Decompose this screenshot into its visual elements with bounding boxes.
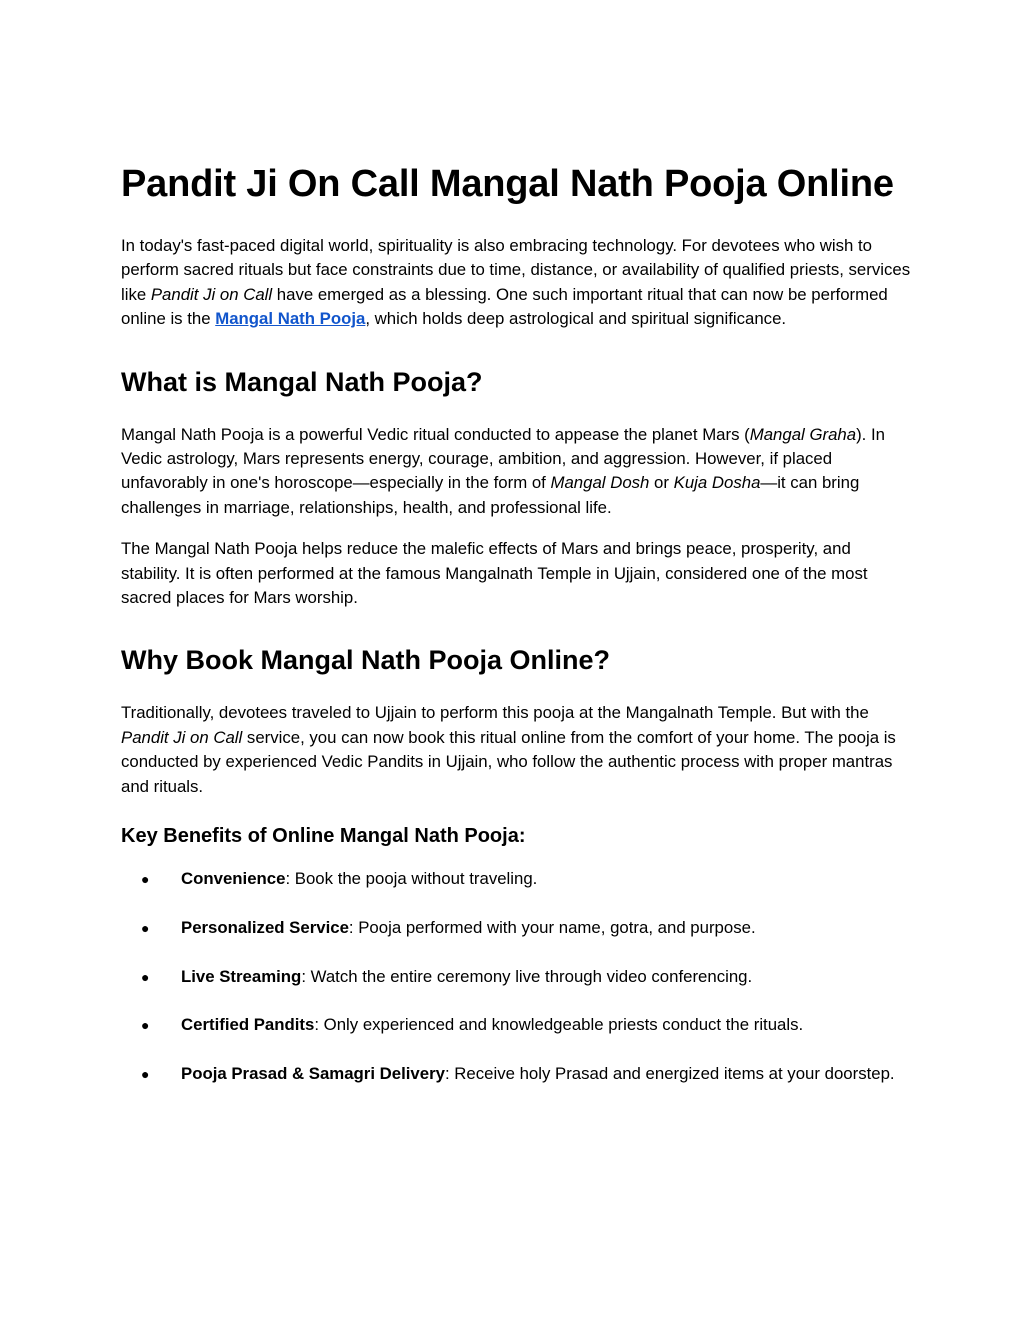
benefit-label: Personalized Service <box>181 917 349 937</box>
list-item <box>121 965 911 989</box>
section1-paragraph-2: The Mangal Nath Pooja helps reduce the malefic effects of Mars and brings peace, prosperity, and stability. It is often performed at the famous Mangalnath Temple in Ujjain, considered one of the most sacred places for Mars worship. <box>121 539 868 608</box>
list-item <box>121 1013 911 1037</box>
benefit-text: : Only experienced and knowledgeable priests conduct the rituals. <box>314 1015 804 1035</box>
intro-emphasis: Pandit Ji on Call <box>150 284 273 304</box>
list-item <box>121 916 911 940</box>
s1p1-text-4: —it can bring challenges in marriage, relationships, health, and professional life. <box>121 473 860 517</box>
benefits-list <box>121 867 911 1087</box>
s1p1-emphasis-3: Kuja Dosha <box>673 473 761 493</box>
list-item <box>121 1062 911 1086</box>
page-title: Pandit Ji On Call Mangal Nath Pooja Online <box>121 163 894 205</box>
s1p1-emphasis-2: Mangal Dosh <box>550 473 650 493</box>
benefit-text: : Receive holy Prasad and energized items at your doorstep. <box>444 1064 895 1084</box>
benefit-text: : Book the pooja without traveling. <box>285 869 538 889</box>
bullet-icon: ● <box>141 919 150 936</box>
s2p1-text-2: service, you can now book this ritual online from the comfort of your home. The pooja is conducted by experienced Vedic Pandits in Ujjain, who follow the authentic process with proper mantras and rituals. <box>121 727 896 796</box>
section-heading-why-book: Why Book Mangal Nath Pooja Online? <box>121 645 611 676</box>
section2-paragraph-1 <box>121 701 911 799</box>
bullet-icon: ● <box>141 871 150 888</box>
benefit-text: : Pooja performed with your name, gotra, and purpose. <box>348 917 756 937</box>
intro-text-1: In today's fast-paced digital world, spirituality is also embracing technology. For devotees who wish to perform sacred rituals but face constraints due to time, distance, or availability of qualified priests, services like <box>121 236 911 304</box>
intro-text-2: have emerged as a blessing. One such important ritual that can now be performed online is the <box>121 284 888 329</box>
s1p1-text-3: or <box>649 473 674 493</box>
section-heading-what-is: What is Mangal Nath Pooja? <box>121 366 483 397</box>
s1p1-emphasis-1: Mangal Graha <box>749 424 857 444</box>
benefit-label: Certified Pandits <box>181 1015 315 1035</box>
mangal-nath-pooja-link[interactable]: Mangal Nath Pooja <box>215 309 366 329</box>
benefit-label: Pooja Prasad & Samagri Delivery <box>181 1064 445 1084</box>
intro-text-3: , which holds deep astrological and spiritual significance. <box>365 309 787 329</box>
bullet-icon: ● <box>141 1066 150 1083</box>
benefit-label: Live Streaming <box>181 966 302 986</box>
bullet-icon: ● <box>141 1017 150 1034</box>
s2p1-text-1: Traditionally, devotees traveled to Ujjain to perform this pooja at the Mangalnath Temple. But with the <box>121 703 869 723</box>
benefit-text: : Watch the entire ceremony live through video conferencing. <box>301 966 753 986</box>
benefit-label: Convenience <box>181 869 286 889</box>
s1p1-text-1: Mangal Nath Pooja is a powerful Vedic ritual conducted to appease the planet Mars ( <box>121 424 750 444</box>
list-item <box>121 867 911 891</box>
bullet-icon: ● <box>141 968 150 985</box>
document-page <box>121 158 911 1111</box>
s2p1-emphasis-1: Pandit Ji on Call <box>121 727 243 747</box>
s1p1-text-2: ). In Vedic astrology, Mars represents energy, courage, ambition, and aggression. However, if placed unfavorably in one's horoscope—especially in the form of <box>121 424 886 493</box>
intro-paragraph <box>121 234 911 332</box>
benefits-subheading: Key Benefits of Online Mangal Nath Pooja: <box>121 825 526 848</box>
section1-paragraph-1 <box>121 423 911 521</box>
